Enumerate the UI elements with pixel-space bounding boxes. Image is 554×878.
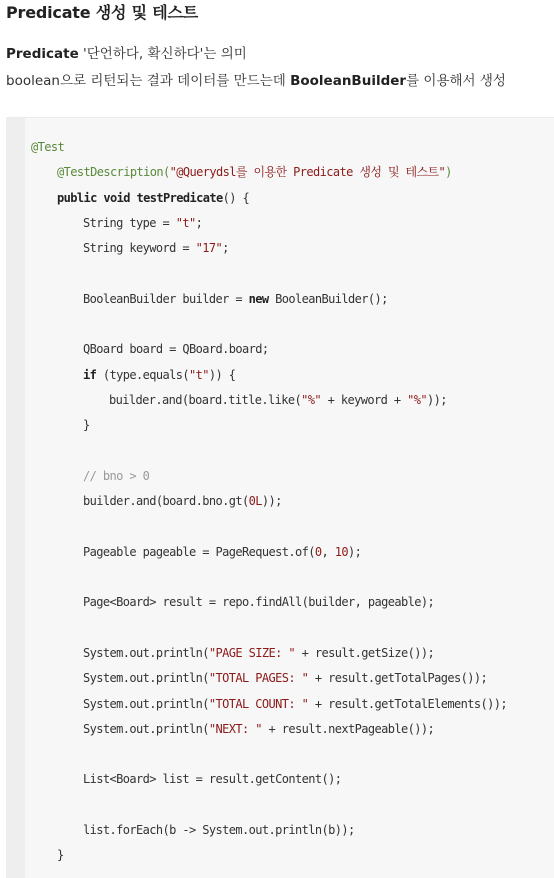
code-line bbox=[31, 590, 507, 615]
code-text: ); bbox=[348, 544, 362, 559]
code-text: , bbox=[321, 544, 335, 559]
code-line bbox=[31, 540, 507, 565]
code-text: ; bbox=[195, 215, 203, 230]
code-line bbox=[31, 135, 507, 160]
code-blank-line bbox=[31, 514, 507, 539]
code-blank-line bbox=[31, 565, 507, 590]
description-suffix: 를 이용해서 생성 bbox=[406, 73, 506, 89]
string-literal: "17" bbox=[195, 241, 223, 256]
annotation: @Test bbox=[31, 140, 65, 154]
code-line bbox=[31, 464, 507, 489]
code-line bbox=[31, 641, 507, 666]
code-text: + result.getTotalPages()); bbox=[308, 671, 488, 686]
code-line bbox=[31, 287, 507, 312]
code-comment: // bno > 0 bbox=[83, 468, 150, 483]
code-text: System.out.println( bbox=[83, 696, 209, 711]
code-line bbox=[31, 717, 507, 742]
string-literal: "t" bbox=[175, 215, 196, 230]
code-line bbox=[31, 843, 507, 868]
description-line-1 bbox=[6, 42, 247, 62]
code-text: + result.getTotalElements()); bbox=[308, 696, 507, 711]
code-text: + result.nextPageable()); bbox=[261, 721, 435, 736]
code-text: String type = bbox=[83, 215, 176, 230]
string-literal: "%" bbox=[301, 392, 321, 407]
code-line bbox=[31, 211, 507, 236]
code-text: QBoard board = QBoard.board; bbox=[83, 342, 269, 357]
predicate-term: Predicate bbox=[6, 46, 79, 62]
code-blank-line bbox=[31, 261, 507, 286]
code-line bbox=[31, 186, 507, 211]
code-text: )); bbox=[427, 392, 447, 407]
string-literal: "%" bbox=[407, 392, 427, 407]
code-text: + keyword + bbox=[321, 392, 408, 407]
code-text: Pageable pageable = PageRequest.of( bbox=[83, 544, 315, 559]
predicate-meaning: '단언하다, 확신하다'는 의미 bbox=[78, 46, 247, 62]
annotation: @TestDescription( bbox=[57, 165, 170, 180]
code-text: (type.equals( bbox=[96, 367, 189, 382]
annotation: ) bbox=[445, 165, 452, 180]
code-text: BooleanBuilder(); bbox=[268, 291, 388, 306]
code-text: () { bbox=[222, 190, 250, 205]
code-line bbox=[31, 388, 507, 413]
string-literal: "t" bbox=[189, 367, 209, 382]
code-line bbox=[31, 413, 507, 438]
page-title: Predicate 생성 및 테스트 bbox=[6, 3, 199, 22]
string-literal: "TOTAL PAGES: " bbox=[208, 671, 309, 686]
description-line-2 bbox=[6, 69, 506, 89]
boolean-builder-term: BooleanBuilder bbox=[290, 73, 407, 89]
keyword: public void bbox=[57, 190, 137, 205]
code-text: builder.and(board.title.like( bbox=[109, 392, 302, 407]
string-literal: "@Querydsl를 이용한 Predicate 생성 및 테스트" bbox=[169, 165, 446, 180]
code-gutter bbox=[6, 118, 25, 878]
code-text: List<Board> list = result.getContent(); bbox=[83, 772, 342, 787]
code-text: ; bbox=[222, 241, 229, 256]
code-text: )) { bbox=[208, 367, 236, 382]
code-blank-line bbox=[31, 742, 507, 767]
code-line bbox=[31, 818, 507, 843]
code-line bbox=[31, 767, 507, 792]
code-text: Page<Board> result = repo.findAll(builder, pageable); bbox=[83, 595, 435, 610]
code-text: list.forEach(b -> System.out.println(b)); bbox=[83, 823, 355, 838]
keyword: if bbox=[83, 367, 97, 382]
code-text: )); bbox=[261, 494, 282, 509]
code-blank-line bbox=[31, 312, 507, 337]
code-line bbox=[31, 236, 507, 261]
description-text: boolean으로 리턴되는 결과 데이터를 만드는데 bbox=[6, 73, 291, 89]
code-text: + result.getSize()); bbox=[295, 645, 435, 660]
code-text: } bbox=[83, 418, 90, 433]
code-text: System.out.println( bbox=[83, 721, 209, 736]
keyword: new bbox=[248, 291, 269, 306]
code-line bbox=[31, 337, 507, 362]
code-content bbox=[31, 135, 507, 869]
code-line bbox=[31, 363, 507, 388]
code-line bbox=[31, 160, 507, 185]
code-blank-line bbox=[31, 616, 507, 641]
code-text: BooleanBuilder builder = bbox=[83, 291, 249, 306]
code-blank-line bbox=[31, 439, 507, 464]
code-text: System.out.println( bbox=[83, 645, 209, 660]
number-literal: 0 bbox=[314, 544, 322, 559]
code-text: } bbox=[57, 848, 64, 863]
code-line bbox=[31, 692, 507, 717]
code-line bbox=[31, 666, 507, 691]
code-blank-line bbox=[31, 793, 507, 818]
code-text: String keyword = bbox=[83, 241, 196, 256]
string-literal: "PAGE SIZE: " bbox=[208, 645, 295, 660]
code-line bbox=[31, 489, 507, 514]
code-text: System.out.println( bbox=[83, 671, 209, 686]
string-literal: "NEXT: " bbox=[208, 721, 262, 736]
number-literal: 0L bbox=[248, 494, 262, 509]
string-literal: "TOTAL COUNT: " bbox=[208, 696, 309, 711]
number-literal: 10 bbox=[334, 544, 348, 559]
code-text: builder.and(board.bno.gt( bbox=[83, 494, 249, 509]
method-name: testPredicate bbox=[136, 190, 223, 205]
